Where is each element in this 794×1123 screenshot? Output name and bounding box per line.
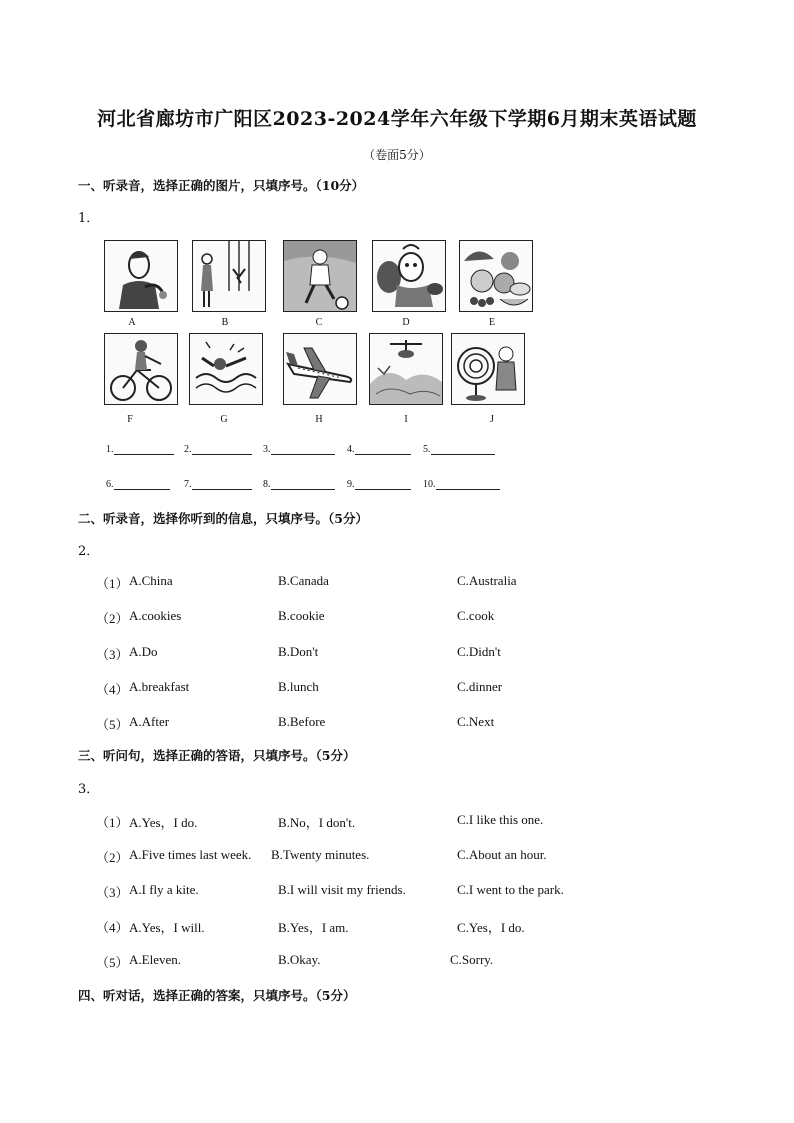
- part2-option-a[interactable]: A.cookies: [129, 608, 182, 623]
- part2-option-c[interactable]: C.Australia: [457, 573, 517, 588]
- answer-blank-10[interactable]: 10.: [423, 479, 500, 490]
- picture-label-c: C: [315, 317, 323, 328]
- section-4-heading: 四、听对话，选择正确的答案，只填序号。（5分）: [78, 988, 356, 1003]
- fruits-icon: [460, 241, 532, 311]
- answer-blank-8[interactable]: 8.: [263, 479, 335, 490]
- part3-option-a[interactable]: A.Yes，I do.: [129, 815, 198, 830]
- answer-blank-6[interactable]: 6.: [106, 479, 170, 490]
- picture-label-j: J: [490, 414, 494, 425]
- part3-option-b[interactable]: B.Okay.: [278, 952, 321, 967]
- picture-label-e: E: [488, 317, 496, 328]
- part2-option-b[interactable]: B.Canada: [278, 573, 329, 588]
- answer-blank-1[interactable]: 1.: [106, 444, 174, 455]
- part3-option-b[interactable]: B.No，I don't.: [278, 815, 356, 830]
- picture-label-h: H: [315, 414, 323, 425]
- part3-option-c[interactable]: C.I went to the park.: [457, 882, 564, 897]
- part2-option-c[interactable]: C.dinner: [457, 679, 503, 694]
- part2-option-a[interactable]: A.Do: [129, 644, 158, 659]
- part3-option-a[interactable]: A.Five times last week.: [129, 847, 252, 862]
- part3-option-b[interactable]: B.I will visit my friends.: [278, 882, 406, 897]
- section-3-heading: 三、听问句，选择正确的答语，只填序号。（5分）: [78, 748, 356, 763]
- section-1-heading: 一、听录音，选择正确的图片，只填序号。（10分）: [78, 178, 365, 193]
- flying-over-landscape-icon: [370, 334, 442, 404]
- picture-e: [459, 240, 533, 312]
- page-title: 河北省廊坊市广阳区2023-2024学年六年级下学期6月期末英语试题: [97, 108, 697, 130]
- part2-option-a[interactable]: A.breakfast: [129, 679, 190, 694]
- part3-option-b[interactable]: B.Twenty minutes.: [271, 847, 370, 862]
- question-3-number: 3．: [78, 782, 100, 797]
- riding-bike-icon: [105, 334, 177, 404]
- swimming-icon: [190, 334, 262, 404]
- part2-option-b[interactable]: B.cookie: [278, 608, 325, 623]
- part3-option-a[interactable]: A.Yes，I will.: [129, 920, 205, 935]
- answer-blank-5[interactable]: 5.: [423, 444, 495, 455]
- part2-option-a[interactable]: A.China: [129, 573, 173, 588]
- part3-option-c[interactable]: C.About an hour.: [457, 847, 547, 862]
- picture-b: [192, 240, 266, 312]
- part2-item-number: （3）: [96, 647, 129, 662]
- part2-item-number: （2）: [96, 611, 129, 626]
- picture-label-g: G: [220, 414, 228, 425]
- picture-label-a: A: [128, 317, 136, 328]
- part2-option-b[interactable]: B.Don't: [278, 644, 319, 659]
- airplane-icon: [284, 334, 356, 404]
- part3-item-number: （4）: [96, 920, 129, 935]
- woman-hanging-clothes-icon: [193, 241, 265, 311]
- part3-item-number: （3）: [96, 885, 129, 900]
- man-thinking-icon: [105, 241, 177, 311]
- page-subtitle: （卷面5分）: [363, 148, 431, 162]
- picture-i: [369, 333, 443, 405]
- part2-option-a[interactable]: A.After: [129, 714, 170, 729]
- picture-d: [372, 240, 446, 312]
- picture-g: [189, 333, 263, 405]
- cartoon-character-icon: [373, 241, 445, 311]
- watching-fan-icon: [452, 334, 524, 404]
- part3-option-c[interactable]: C.I like this one.: [457, 812, 544, 827]
- part3-item-number: （1）: [96, 815, 129, 830]
- picture-label-b: B: [221, 317, 229, 328]
- section-2-heading: 二、听录音，选择你听到的信息，只填序号。（5分）: [78, 511, 368, 526]
- picture-j: [451, 333, 525, 405]
- boy-playing-football-icon: [284, 241, 356, 311]
- picture-label-d: D: [402, 317, 410, 328]
- part2-option-c[interactable]: C.cook: [457, 608, 495, 623]
- picture-c: [283, 240, 357, 312]
- picture-h: [283, 333, 357, 405]
- part2-option-b[interactable]: B.Before: [278, 714, 326, 729]
- part2-item-number: （5）: [96, 717, 129, 732]
- picture-f: [104, 333, 178, 405]
- part3-option-c[interactable]: C.Sorry.: [450, 952, 494, 967]
- part3-option-a[interactable]: A.I fly a kite.: [129, 882, 199, 897]
- part2-option-c[interactable]: C.Next: [457, 714, 495, 729]
- picture-label-f: F: [127, 414, 133, 425]
- answer-blank-3[interactable]: 3.: [263, 444, 335, 455]
- question-2-number: 2．: [78, 544, 100, 559]
- answer-blank-7[interactable]: 7.: [184, 479, 252, 490]
- part2-option-b[interactable]: B.lunch: [278, 679, 319, 694]
- part3-option-c[interactable]: C.Yes，I do.: [457, 920, 525, 935]
- part2-item-number: （1）: [96, 576, 129, 591]
- part3-item-number: （2）: [96, 850, 129, 865]
- question-1-number: 1．: [78, 211, 100, 226]
- answer-blank-2[interactable]: 2.: [184, 444, 252, 455]
- part3-item-number: （5）: [96, 955, 129, 970]
- part3-option-b[interactable]: B.Yes，I am.: [278, 920, 349, 935]
- part3-option-a[interactable]: A.Eleven.: [129, 952, 181, 967]
- answer-blank-9[interactable]: 9.: [347, 479, 411, 490]
- picture-label-i: I: [404, 414, 408, 425]
- part2-option-c[interactable]: C.Didn't: [457, 644, 501, 659]
- picture-a: [104, 240, 178, 312]
- answer-blank-4[interactable]: 4.: [347, 444, 411, 455]
- part2-item-number: （4）: [96, 682, 129, 697]
